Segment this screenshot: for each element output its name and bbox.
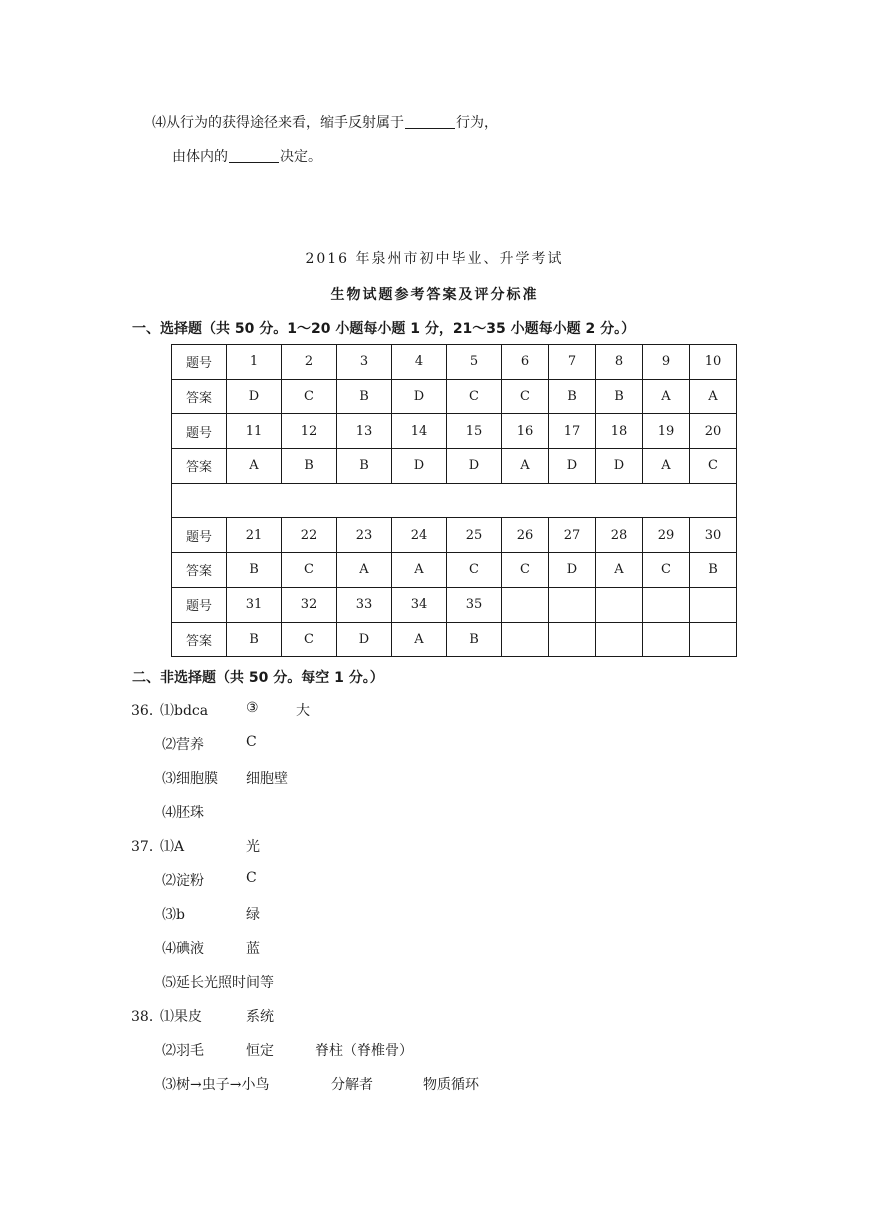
answer-item: 系统 xyxy=(246,1009,274,1025)
question-number-cell xyxy=(549,587,596,622)
question-number-cell: 4 xyxy=(392,345,447,380)
answer-label-cell: 答案 xyxy=(172,553,227,588)
answer-cell: D xyxy=(549,553,596,588)
table-row xyxy=(172,518,737,553)
question-number-cell xyxy=(690,587,737,622)
answer-item: ⑸延长光照时间等 xyxy=(162,975,274,991)
question-number-cell: 14 xyxy=(392,414,447,449)
question-number-cell: 7 xyxy=(549,345,596,380)
answer-cell: B xyxy=(549,379,596,414)
question-number-cell: 3 xyxy=(337,345,392,380)
question-number-cell: 16 xyxy=(502,414,549,449)
question-number-cell: 26 xyxy=(502,518,549,553)
answer-cell: C xyxy=(502,379,549,414)
question-number-cell: 24 xyxy=(392,518,447,553)
question-number: 38． xyxy=(131,1009,163,1025)
question-number-cell: 23 xyxy=(337,518,392,553)
answer-item: ⑵羽毛 xyxy=(162,1043,204,1059)
answer-cell: C xyxy=(447,553,502,588)
question-number-cell: 10 xyxy=(690,345,737,380)
question-number: 36． xyxy=(131,703,163,719)
answer-cell: A xyxy=(337,553,392,588)
answer-item: ⑶b xyxy=(162,907,185,923)
answer-cell: B xyxy=(282,449,337,484)
answer-item: 绿 xyxy=(246,907,260,923)
answer-key-title-text: 生物试题参考答案及评分标准 xyxy=(330,287,539,303)
answer-cell: B xyxy=(337,379,392,414)
answer-cell: D xyxy=(392,379,447,414)
answer-cell: C xyxy=(502,553,549,588)
answer-item: ③ xyxy=(246,700,259,716)
question-number: 37． xyxy=(131,839,163,855)
answer-cell: B xyxy=(227,553,282,588)
answer-cell xyxy=(549,622,596,657)
question-number-cell: 34 xyxy=(392,587,447,622)
question-number-label-cell: 题号 xyxy=(172,587,227,622)
question-number-cell: 30 xyxy=(690,518,737,553)
answer-cell xyxy=(643,622,690,657)
question-number-cell: 6 xyxy=(502,345,549,380)
section-1-heading: 一、选择题（共 50 分。1～20 小题每小题 1 分，21～35 小题每小题 2 分。） xyxy=(132,321,636,337)
answer-item: ⑷碘液 xyxy=(162,941,204,957)
question-number-label-cell: 题号 xyxy=(172,345,227,380)
question-number-cell: 17 xyxy=(549,414,596,449)
question-number-cell xyxy=(643,587,690,622)
answer-item: 恒定 xyxy=(246,1043,274,1059)
answer-label-cell: 答案 xyxy=(172,449,227,484)
answer-item: 光 xyxy=(246,839,260,855)
answer-cell: A xyxy=(643,379,690,414)
answer-item: ⑴果皮 xyxy=(160,1009,202,1025)
question-number-cell: 15 xyxy=(447,414,502,449)
answer-cell: A xyxy=(392,553,447,588)
answer-cell: D xyxy=(392,449,447,484)
question-number-cell: 1 xyxy=(227,345,282,380)
answer-cell xyxy=(596,622,643,657)
question-number-cell: 11 xyxy=(227,414,282,449)
answer-item: ⑶细胞膜 xyxy=(162,771,218,787)
q4-text-c: 由体内的 xyxy=(172,149,228,165)
answer-cell: A xyxy=(392,622,447,657)
answer-item: ⑶树→虫子→小鸟 xyxy=(162,1077,270,1093)
question-number-cell: 27 xyxy=(549,518,596,553)
q4-text-d: 决定。 xyxy=(280,149,322,165)
question-number-cell: 19 xyxy=(643,414,690,449)
question-number-cell: 12 xyxy=(282,414,337,449)
question-number-label-cell: 题号 xyxy=(172,518,227,553)
table-row xyxy=(172,345,737,380)
question-number-cell: 25 xyxy=(447,518,502,553)
answer-cell: A xyxy=(502,449,549,484)
answer-cell: D xyxy=(227,379,282,414)
answer-table xyxy=(171,344,737,657)
empty-cell xyxy=(172,483,737,518)
answer-item: C xyxy=(246,734,257,750)
answer-cell: B xyxy=(227,622,282,657)
answer-cell: D xyxy=(549,449,596,484)
table-row xyxy=(172,553,737,588)
answer-item: ⑴A xyxy=(160,839,185,855)
answer-cell: D xyxy=(596,449,643,484)
table-row xyxy=(172,379,737,414)
q4-line-2 xyxy=(172,148,322,166)
question-number-cell: 32 xyxy=(282,587,337,622)
answer-item: ⑴bdca xyxy=(160,703,209,719)
question-number-cell: 28 xyxy=(596,518,643,553)
answer-item: ⑷胚珠 xyxy=(162,805,204,821)
question-number-cell: 8 xyxy=(596,345,643,380)
question-number-cell: 21 xyxy=(227,518,282,553)
q4-line-1 xyxy=(152,114,498,132)
answer-blank xyxy=(229,148,279,163)
answer-item: 大 xyxy=(296,703,310,719)
answer-item: 细胞壁 xyxy=(246,771,288,787)
table-row xyxy=(172,449,737,484)
question-number-cell: 2 xyxy=(282,345,337,380)
question-number-cell: 18 xyxy=(596,414,643,449)
question-number-cell: 20 xyxy=(690,414,737,449)
answer-cell: D xyxy=(337,622,392,657)
answer-cell: A xyxy=(596,553,643,588)
question-number-label-cell: 题号 xyxy=(172,414,227,449)
answer-cell: A xyxy=(227,449,282,484)
answer-cell: C xyxy=(282,622,337,657)
answer-item: ⑵营养 xyxy=(162,737,204,753)
question-number-cell: 31 xyxy=(227,587,282,622)
question-number-cell: 13 xyxy=(337,414,392,449)
answer-cell: D xyxy=(447,449,502,484)
answer-cell: C xyxy=(690,449,737,484)
answer-label-cell: 答案 xyxy=(172,379,227,414)
q4-text-a: ⑷从行为的获得途径来看，缩手反射属于 xyxy=(152,115,404,131)
question-number-cell: 22 xyxy=(282,518,337,553)
question-number-cell: 35 xyxy=(447,587,502,622)
answer-item: C xyxy=(246,870,257,886)
question-number-cell xyxy=(502,587,549,622)
answer-label-cell: 答案 xyxy=(172,622,227,657)
answer-blank xyxy=(405,114,455,129)
table-row xyxy=(172,587,737,622)
answer-item: 物质循环 xyxy=(423,1077,479,1093)
answer-cell: B xyxy=(337,449,392,484)
answer-cell: C xyxy=(282,553,337,588)
question-number-cell: 33 xyxy=(337,587,392,622)
question-number-cell: 5 xyxy=(447,345,502,380)
answer-cell: C xyxy=(282,379,337,414)
answer-item: ⑵淀粉 xyxy=(162,873,204,889)
answer-cell xyxy=(502,622,549,657)
exam-title: 2016 年泉州市初中毕业、升学考试 xyxy=(305,251,564,267)
answer-cell: B xyxy=(690,553,737,588)
answer-cell xyxy=(690,622,737,657)
answer-key-title xyxy=(0,284,869,304)
answer-cell: B xyxy=(596,379,643,414)
question-number-cell: 9 xyxy=(643,345,690,380)
table-row xyxy=(172,622,737,657)
table-spacer-row xyxy=(172,483,737,518)
q4-text-b: 行为， xyxy=(456,115,498,131)
answer-cell: A xyxy=(690,379,737,414)
answer-item: 分解者 xyxy=(331,1077,373,1093)
question-number-cell xyxy=(596,587,643,622)
answer-cell: C xyxy=(447,379,502,414)
answer-item: 蓝 xyxy=(246,941,260,957)
answer-cell: A xyxy=(643,449,690,484)
answer-item: 脊柱（脊椎骨） xyxy=(315,1043,413,1059)
question-number-cell: 29 xyxy=(643,518,690,553)
answer-cell: C xyxy=(643,553,690,588)
answer-cell: B xyxy=(447,622,502,657)
table-row xyxy=(172,414,737,449)
section-2-heading: 二、非选择题（共 50 分。每空 1 分。） xyxy=(132,670,384,686)
